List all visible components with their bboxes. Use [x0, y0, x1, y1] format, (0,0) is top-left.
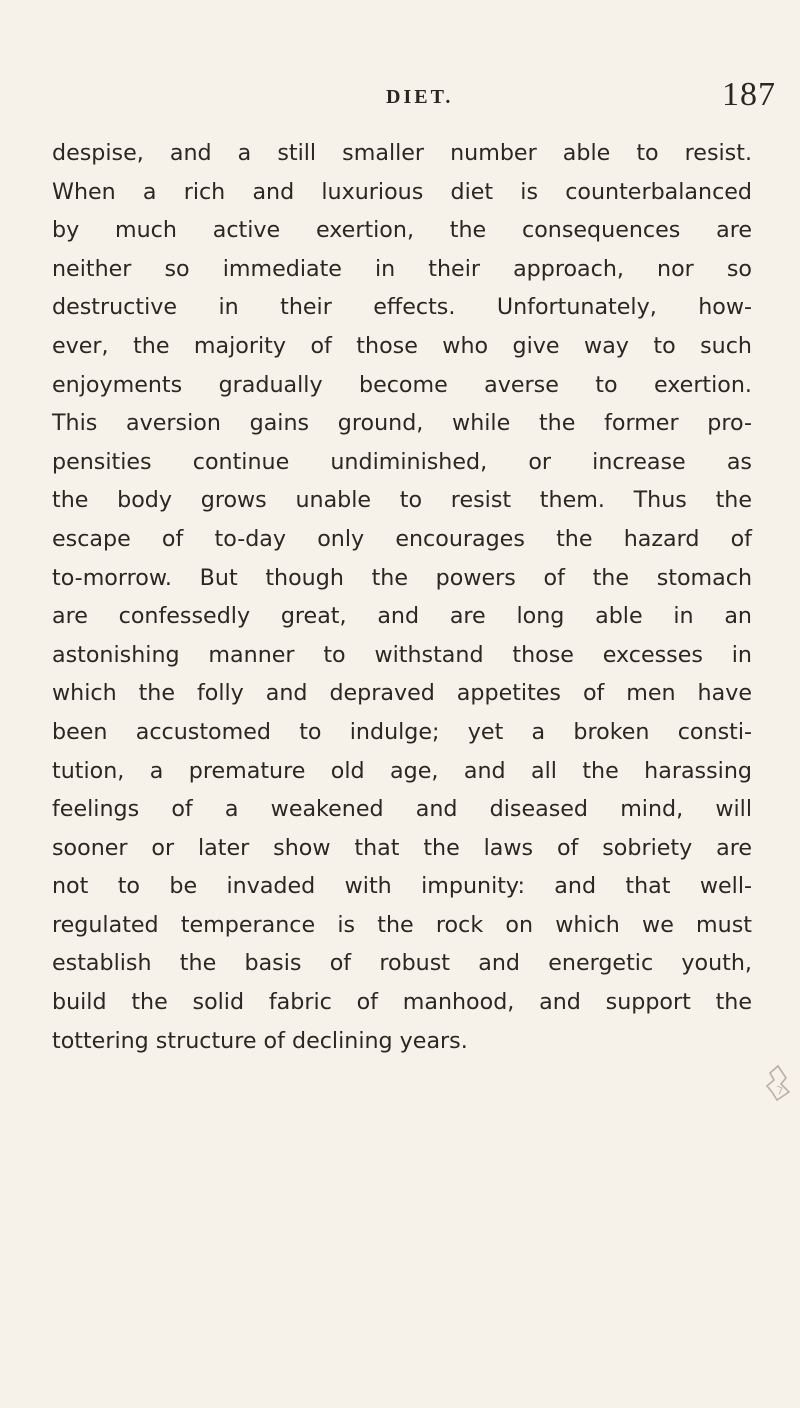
text-line: ever, the majority of those who give way to such: [52, 332, 752, 359]
text-line: the body grows unable to resist them. Thus the: [52, 487, 752, 514]
body-text: [52, 134, 752, 1060]
text-line: sooner or later show that the laws of sobriety are: [52, 834, 752, 861]
text-line: by much active exertion, the consequences are: [52, 217, 752, 244]
text-line: feelings of a weakened and diseased mind, will: [52, 796, 752, 823]
ink-blot-mark: [760, 1058, 796, 1118]
text-line: despise, and a still smaller number able to resist.: [52, 140, 752, 166]
running-head: [386, 76, 786, 116]
text-line: to-morrow. But though the powers of the stomach: [52, 564, 752, 591]
text-line: pensities continue undiminished, or increase as: [52, 448, 752, 475]
text-line: been accustomed to indulge; yet a broken consti-: [52, 718, 752, 745]
text-line: When a rich and luxurious diet is counterbalanced: [52, 178, 752, 205]
text-line: This aversion gains ground, while the former pro-: [52, 410, 752, 437]
text-line: which the folly and depraved appetites of men have: [52, 680, 752, 707]
text-line: build the solid fabric of manhood, and support the: [52, 989, 752, 1016]
text-line: enjoyments gradually become averse to exertion.: [52, 371, 752, 398]
text-line: destructive in their effects. Unfortunately, how-: [52, 294, 752, 321]
text-line: not to be invaded with impunity: and that well-: [52, 873, 752, 900]
text-line: escape of to-day only encourages the hazard of: [52, 525, 752, 552]
running-title: DIET.: [386, 86, 454, 108]
text-line: regulated temperance is the rock on which we must: [52, 911, 752, 938]
text-line: tution, a premature old age, and all the harassing: [52, 757, 752, 784]
text-line: tottering structure of declining years.: [52, 1027, 468, 1054]
text-line: neither so immediate in their approach, nor so: [52, 255, 752, 282]
text-line: are confessedly great, and are long able in an: [52, 603, 752, 630]
page-number: 187: [722, 76, 776, 113]
text-line: astonishing manner to withstand those excesses in: [52, 641, 752, 668]
text-line: establish the basis of robust and energetic youth,: [52, 950, 752, 977]
